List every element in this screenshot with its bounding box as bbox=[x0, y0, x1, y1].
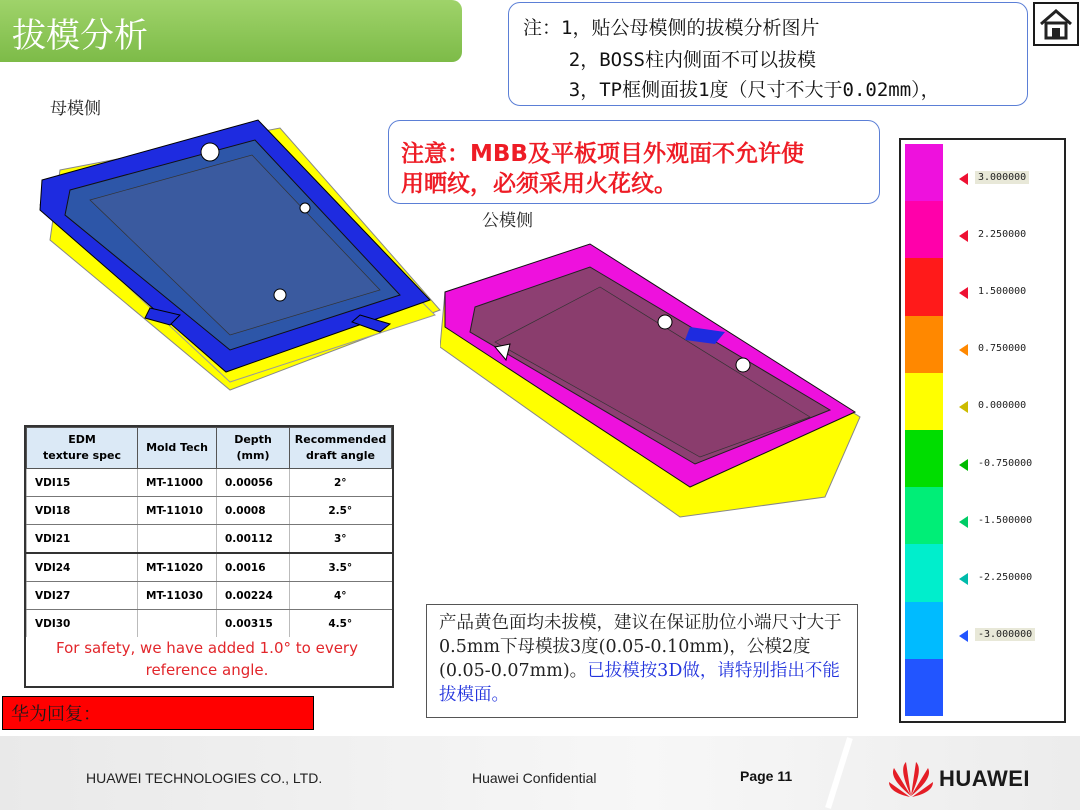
safety-note: For safety, we have added 1.0° to every reference angle. bbox=[56, 639, 358, 679]
legend-color-band bbox=[905, 258, 943, 316]
note-line-2: 2，BOSS柱内侧面不可以拔模 bbox=[523, 49, 816, 71]
male-mold-image bbox=[440, 232, 870, 522]
legend-tick-arrow bbox=[959, 573, 968, 585]
table-row bbox=[27, 553, 392, 582]
table-cell: VDI24 bbox=[27, 553, 138, 582]
legend-tick-label: -0.750000 bbox=[978, 457, 1033, 469]
legend-tick-arrow bbox=[959, 516, 968, 528]
comment-text bbox=[439, 611, 849, 707]
table-cell: VDI27 bbox=[27, 582, 138, 610]
legend-color-band bbox=[905, 430, 943, 488]
table-cell: 3° bbox=[290, 525, 392, 554]
legend-tick-label: 1.500000 bbox=[978, 286, 1027, 297]
table-cell: 4.5° bbox=[290, 610, 392, 638]
huawei-logo-icon bbox=[888, 756, 934, 800]
legend-tick-arrow bbox=[959, 401, 968, 413]
table-cell: 2.5° bbox=[290, 497, 392, 525]
legend-tick-label: 0.000000 bbox=[978, 400, 1027, 412]
legend-color-band bbox=[905, 602, 943, 660]
comment-box bbox=[426, 604, 858, 718]
huawei-wordmark: HUAWEI bbox=[939, 766, 1030, 791]
legend-color-band bbox=[905, 544, 943, 602]
table-cell: VDI18 bbox=[27, 497, 138, 525]
draft-angle-legend bbox=[899, 138, 1066, 723]
column-header: EDM texture spec bbox=[27, 428, 138, 469]
table-cell: MT-11030 bbox=[138, 582, 217, 610]
slide-title: 拔模分析 bbox=[12, 16, 148, 56]
table-row bbox=[27, 525, 392, 554]
female-side-label: 母模侧 bbox=[50, 99, 101, 119]
notes-callout bbox=[508, 2, 1028, 106]
note-line-3: 3，TP框侧面拔1度（尺寸不大于0.02mm）， bbox=[523, 79, 940, 101]
huawei-reply-banner bbox=[2, 696, 314, 730]
legend-color-band bbox=[905, 373, 943, 431]
legend-tick-arrow bbox=[959, 459, 968, 471]
legend-color-band bbox=[905, 144, 943, 202]
table-cell: MT-11020 bbox=[138, 553, 217, 582]
table-row bbox=[27, 469, 392, 497]
table-cell: 0.00112 bbox=[217, 525, 290, 554]
male-side-label: 公模侧 bbox=[482, 211, 533, 231]
legend-tick-label: -2.250000 bbox=[978, 572, 1033, 583]
title-bar bbox=[0, 0, 462, 62]
legend-tick-arrow bbox=[959, 230, 968, 242]
legend-tick-label: 0.750000 bbox=[978, 343, 1027, 355]
legend-tick-label: 3.000000 bbox=[975, 171, 1029, 184]
table-cell: MT-11000 bbox=[138, 469, 217, 497]
legend-tick-arrow bbox=[959, 630, 968, 642]
table-cell: 3.5° bbox=[290, 553, 392, 582]
warning-callout bbox=[388, 120, 880, 204]
legend-color-band bbox=[905, 487, 943, 545]
reply-label: 华为回复： bbox=[11, 704, 101, 725]
table-row bbox=[27, 582, 392, 610]
footer bbox=[0, 736, 1080, 810]
legend-tick-arrow bbox=[959, 173, 968, 185]
footer-confidential: Huawei Confidential bbox=[472, 770, 597, 786]
home-icon[interactable] bbox=[1033, 2, 1079, 46]
table-cell bbox=[138, 525, 217, 554]
table-cell: 4° bbox=[290, 582, 392, 610]
table-row bbox=[27, 497, 392, 525]
comment-part-1: 产品黄色面均未拔模，建议在保证肋位小端尺寸大于0.5mm下母模拔3度(0.05-0.10mm)，公模2度(0.05-0.07mm)。 bbox=[439, 613, 842, 681]
legend-tick-label: 2.250000 bbox=[978, 228, 1027, 240]
comment-part-2: 已拔模按3D做，请特别指出不能拔模面。 bbox=[439, 661, 840, 705]
column-header: Depth (mm) bbox=[217, 428, 290, 469]
female-mold-image bbox=[30, 110, 450, 400]
note-line-1: 注：1，贴公母模侧的拔模分析图片 bbox=[523, 17, 820, 39]
legend-color-band bbox=[905, 316, 943, 374]
legend-tick-arrow bbox=[959, 344, 968, 356]
table-cell: 0.00224 bbox=[217, 582, 290, 610]
footer-divider bbox=[820, 736, 860, 810]
warning-line-1: 注意：MBB及平板项目外观面不允许使 bbox=[401, 141, 804, 167]
legend-color-band bbox=[905, 659, 943, 717]
page-number: Page 11 bbox=[740, 768, 793, 784]
footer-company: HUAWEI TECHNOLOGIES CO., LTD. bbox=[86, 770, 323, 786]
column-header: Recommended draft angle bbox=[290, 428, 392, 469]
table-cell: VDI21 bbox=[27, 525, 138, 554]
table-cell: VDI15 bbox=[27, 469, 138, 497]
warning-line-2: 用晒纹，必须采用火花纹。 bbox=[401, 171, 677, 197]
table-cell: 0.00315 bbox=[217, 610, 290, 638]
table-cell: 2° bbox=[290, 469, 392, 497]
table-cell bbox=[138, 610, 217, 638]
table-cell: VDI30 bbox=[27, 610, 138, 638]
table-cell: 0.0016 bbox=[217, 553, 290, 582]
legend-tick-label: -1.500000 bbox=[978, 514, 1033, 526]
column-header: Mold Tech bbox=[138, 428, 217, 469]
table-row bbox=[27, 610, 392, 638]
legend-color-band bbox=[905, 201, 943, 259]
table-cell: 0.00056 bbox=[217, 469, 290, 497]
legend-tick-arrow bbox=[959, 287, 968, 299]
table-header-row bbox=[27, 428, 392, 469]
table-cell: MT-11010 bbox=[138, 497, 217, 525]
legend-tick-label: -3.000000 bbox=[975, 628, 1035, 641]
table-cell: 0.0008 bbox=[217, 497, 290, 525]
